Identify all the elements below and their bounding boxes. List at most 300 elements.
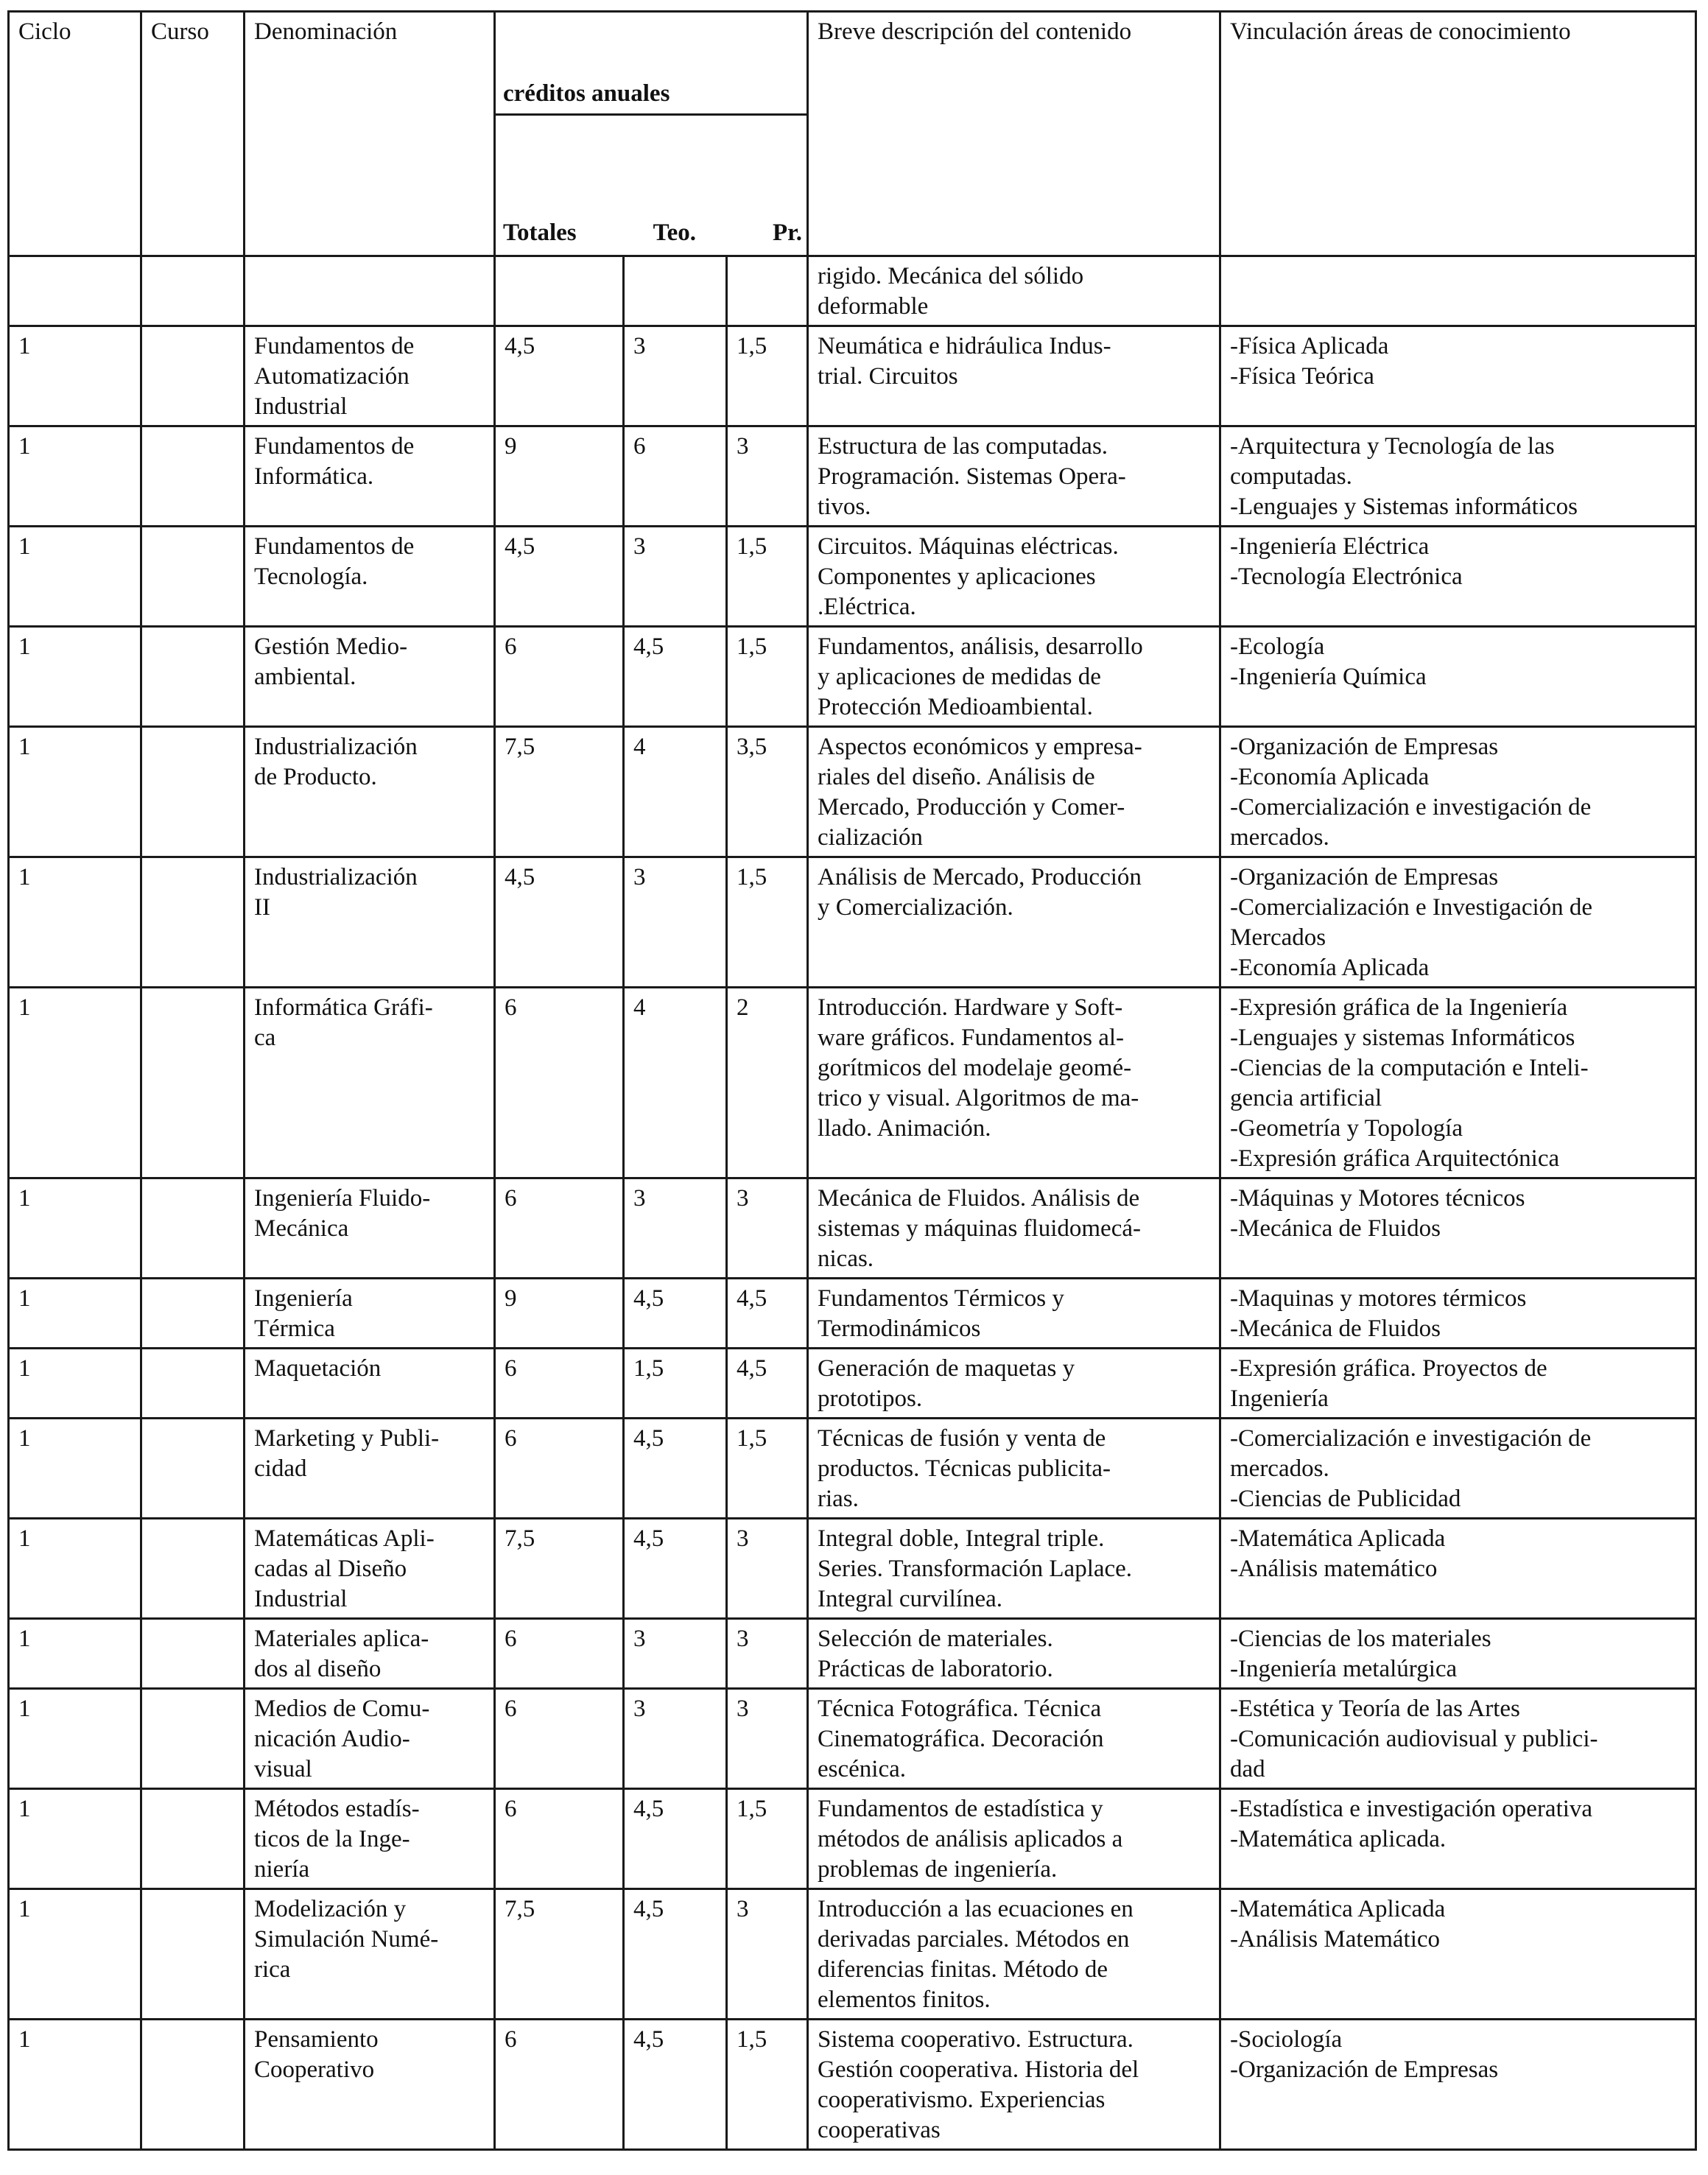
cell-denominacion xyxy=(245,627,495,727)
desc-line: gorítmicos del modelaje geomé- xyxy=(818,1055,1132,1081)
desc-line: prototipos. xyxy=(818,1385,923,1412)
cell-totales: 6 xyxy=(495,1689,624,1789)
cell-teo: 4,5 xyxy=(624,1519,727,1619)
denom-line: cadas al Diseño xyxy=(254,1556,407,1582)
cell-totales: 6 xyxy=(495,1789,624,1889)
area-line: -Organización de Empresas xyxy=(1230,734,1499,760)
cell-pr: 3 xyxy=(727,1619,808,1689)
cell-totales: 4,5 xyxy=(495,857,624,988)
cell-curso xyxy=(141,1889,245,2020)
table-row xyxy=(9,1519,1696,1619)
area-line: Mercados xyxy=(1230,924,1326,951)
cell-ciclo: 1 xyxy=(9,1178,141,1279)
table-row xyxy=(9,1419,1696,1519)
cell-pr: 3,5 xyxy=(727,727,808,857)
table-row xyxy=(9,1178,1696,1279)
area-line: -Lenguajes y sistemas Informáticos xyxy=(1230,1025,1575,1051)
denom-line: niería xyxy=(254,1856,310,1883)
denom-line: Industrial xyxy=(254,393,348,420)
cell-areas xyxy=(1220,1519,1696,1619)
denom-line: Automatización xyxy=(254,363,410,390)
cell-denominacion xyxy=(245,1519,495,1619)
cell-denominacion xyxy=(245,1789,495,1889)
area-line: -Mecánica de Fluidos xyxy=(1230,1315,1441,1342)
denom-line: Industrialización xyxy=(254,734,418,760)
cell-denominacion xyxy=(245,1619,495,1689)
area-line: -Organización de Empresas xyxy=(1230,2056,1499,2083)
cell-pr: 1,5 xyxy=(727,2020,808,2150)
table-row xyxy=(9,1889,1696,2020)
cell-curso xyxy=(141,426,245,527)
cell-totales: 6 xyxy=(495,1619,624,1689)
cell-denominacion xyxy=(245,1349,495,1419)
cell-curso xyxy=(141,1349,245,1419)
area-line: -Maquinas y motores térmicos xyxy=(1230,1285,1527,1312)
table-row xyxy=(9,1689,1696,1789)
area-line: mercados. xyxy=(1230,824,1329,851)
cell-totales: 7,5 xyxy=(495,1889,624,2020)
denom-line: de Producto. xyxy=(254,764,377,790)
header-totales: Totales xyxy=(503,219,577,246)
cell-teo: 3 xyxy=(624,1619,727,1689)
cell-descripcion xyxy=(808,1178,1220,1279)
area-line: computadas. xyxy=(1230,463,1352,490)
cell-descripcion xyxy=(808,1519,1220,1619)
cell-teo: 4,5 xyxy=(624,1789,727,1889)
denom-line: Ingeniería xyxy=(254,1285,353,1312)
area-line: -Comercialización e investigación de xyxy=(1230,1425,1592,1452)
cell-descripcion xyxy=(808,527,1220,627)
cell-descripcion xyxy=(808,426,1220,527)
cell-areas xyxy=(1220,727,1696,857)
denom-line: Materiales aplica- xyxy=(254,1626,429,1652)
desc-line: Componentes y aplicaciones xyxy=(818,563,1096,590)
table-row xyxy=(9,1349,1696,1419)
cell-denominacion xyxy=(245,857,495,988)
cell-totales: 9 xyxy=(495,1279,624,1349)
cell-curso xyxy=(141,627,245,727)
denom-line: Marketing y Publi- xyxy=(254,1425,440,1452)
cell-teo: 4,5 xyxy=(624,627,727,727)
desc-line: y Comercialización. xyxy=(818,894,1013,921)
cell-curso xyxy=(141,1789,245,1889)
desc-line: nicas. xyxy=(818,1245,874,1272)
cell-teo: 4,5 xyxy=(624,1279,727,1349)
cell-ciclo: 1 xyxy=(9,527,141,627)
denom-line: Térmica xyxy=(254,1315,335,1342)
curriculum-table xyxy=(7,10,1697,2151)
desc-line: productos. Técnicas publicita- xyxy=(818,1455,1111,1482)
cell-teo: 4,5 xyxy=(624,1889,727,2020)
denom-line: Gestión Medio- xyxy=(254,633,408,660)
desc-line: Circuitos. Máquinas eléctricas. xyxy=(818,533,1119,560)
cell-areas xyxy=(1220,988,1696,1178)
denom-line: II xyxy=(254,894,270,921)
cell-ciclo: 1 xyxy=(9,988,141,1178)
area-line: -Economía Aplicada xyxy=(1230,955,1430,981)
cell-totales: 6 xyxy=(495,627,624,727)
area-line: -Análisis matemático xyxy=(1230,1556,1438,1582)
area-line: -Comercialización e Investigación de xyxy=(1230,894,1593,921)
area-line: -Matemática aplicada. xyxy=(1230,1826,1447,1852)
denom-line: Industrialización xyxy=(254,864,418,890)
cell-descripcion xyxy=(808,1279,1220,1349)
table-row xyxy=(9,426,1696,527)
cell-areas xyxy=(1220,2020,1696,2150)
cell-denominacion xyxy=(245,1178,495,1279)
area-line: -Máquinas y Motores técnicos xyxy=(1230,1185,1525,1212)
cell-pr: 1,5 xyxy=(727,1419,808,1519)
desc-line: rias. xyxy=(818,1486,859,1512)
desc-line: Gestión cooperativa. Historia del xyxy=(818,2056,1139,2083)
cell-curso xyxy=(141,857,245,988)
cell-descripcion xyxy=(808,1889,1220,2020)
area-line: gencia artificial xyxy=(1230,1085,1382,1111)
denom-line: Modelización y xyxy=(254,1896,407,1922)
cell-denominacion xyxy=(245,426,495,527)
area-line: -Análisis Matemático xyxy=(1230,1926,1441,1953)
desc-line: deformable xyxy=(818,293,929,320)
cell-pr: 3 xyxy=(727,1689,808,1789)
cell-teo: 6 xyxy=(624,426,727,527)
desc-line: Prácticas de laboratorio. xyxy=(818,1656,1053,1682)
cell-pr: 4,5 xyxy=(727,1279,808,1349)
area-line: -Mecánica de Fluidos xyxy=(1230,1215,1441,1242)
cell-teo: 3 xyxy=(624,1689,727,1789)
cell-ciclo: 1 xyxy=(9,1619,141,1689)
denom-line: rica xyxy=(254,1956,291,1983)
cell-areas xyxy=(1220,1279,1696,1349)
area-line: -Ecología xyxy=(1230,633,1325,660)
area-line: -Física Aplicada xyxy=(1230,333,1389,359)
area-line: -Expresión gráfica de la Ingeniería xyxy=(1230,994,1568,1021)
cell-pr: 1,5 xyxy=(727,627,808,727)
desc-line: Análisis de Mercado, Producción xyxy=(818,864,1142,890)
cell-curso xyxy=(141,1689,245,1789)
header-pr: Pr. xyxy=(772,219,802,246)
table-row xyxy=(9,1619,1696,1689)
cell-descripcion xyxy=(808,1349,1220,1419)
area-line: -Lenguajes y Sistemas informáticos xyxy=(1230,493,1578,520)
denom-line: Matemáticas Apli- xyxy=(254,1525,435,1552)
cell-areas xyxy=(1220,426,1696,527)
cell-pr: 3 xyxy=(727,426,808,527)
area-line: -Ciencias de la computación e Inteli- xyxy=(1230,1055,1589,1081)
denom-line: Fundamentos de xyxy=(254,533,415,560)
area-line: -Ciencias de Publicidad xyxy=(1230,1486,1461,1512)
cell-pr: 1,5 xyxy=(727,857,808,988)
area-line: -Geometría y Topología xyxy=(1230,1115,1463,1142)
desc-line: Fundamentos, análisis, desarrollo xyxy=(818,633,1143,660)
cell-pr: 1,5 xyxy=(727,527,808,627)
area-line: Ingeniería xyxy=(1230,1385,1329,1412)
cell-denominacion xyxy=(245,1689,495,1789)
desc-line: trial. Circuitos xyxy=(818,363,958,390)
denom-line: Métodos estadís- xyxy=(254,1796,420,1822)
cell-descripcion xyxy=(808,1419,1220,1519)
area-line: -Ingeniería Eléctrica xyxy=(1230,533,1430,560)
area-line: -Comercialización e investigación de xyxy=(1230,794,1592,821)
desc-line: Termodinámicos xyxy=(818,1315,981,1342)
area-line: -Matemática Aplicada xyxy=(1230,1525,1446,1552)
cell-descripcion xyxy=(808,857,1220,988)
area-line: -Estadística e investigación operativa xyxy=(1230,1796,1593,1822)
cell-curso xyxy=(141,1178,245,1279)
desc-line: Introducción. Hardware y Soft- xyxy=(818,994,1123,1021)
cell-areas xyxy=(1220,627,1696,727)
cell-pr: 1,5 xyxy=(727,1789,808,1889)
continuation-descripcion xyxy=(808,256,1220,326)
cell-ciclo: 1 xyxy=(9,1279,141,1349)
cell-totales: 4,5 xyxy=(495,326,624,426)
cell-totales: 9 xyxy=(495,426,624,527)
area-line: -Economía Aplicada xyxy=(1230,764,1430,790)
desc-line: cooperativismo. Experiencias xyxy=(818,2087,1106,2113)
desc-line: métodos de análisis aplicados a xyxy=(818,1826,1123,1852)
desc-line: Mecánica de Fluidos. Análisis de xyxy=(818,1185,1140,1212)
denom-line: Maquetación xyxy=(254,1355,382,1382)
cell-descripcion xyxy=(808,1689,1220,1789)
cell-ciclo: 1 xyxy=(9,1419,141,1519)
area-line: -Estética y Teoría de las Artes xyxy=(1230,1696,1520,1722)
denom-line: ticos de la Inge- xyxy=(254,1826,410,1852)
cell-areas xyxy=(1220,1619,1696,1689)
area-line: -Ingeniería Química xyxy=(1230,664,1427,690)
header-areas: Vinculación áreas de conocimiento xyxy=(1220,12,1696,256)
cell-descripcion xyxy=(808,326,1220,426)
desc-line: Aspectos económicos y empresa- xyxy=(818,734,1142,760)
cell-denominacion xyxy=(245,1889,495,2020)
area-line: -Física Teórica xyxy=(1230,363,1374,390)
cell-teo: 3 xyxy=(624,1178,727,1279)
cell-descripcion xyxy=(808,988,1220,1178)
cell-totales: 6 xyxy=(495,988,624,1178)
cell-denominacion xyxy=(245,1279,495,1349)
cell-denominacion xyxy=(245,727,495,857)
cell-pr: 1,5 xyxy=(727,326,808,426)
denom-line: Fundamentos de xyxy=(254,433,415,460)
desc-line: Integral curvilínea. xyxy=(818,1586,1003,1612)
table-row xyxy=(9,627,1696,727)
header-creditos xyxy=(495,12,808,256)
header-row xyxy=(9,12,1696,256)
desc-line: Protección Medioambiental. xyxy=(818,694,1093,720)
area-line: mercados. xyxy=(1230,1455,1329,1482)
cell-curso xyxy=(141,1519,245,1619)
cell-areas xyxy=(1220,1789,1696,1889)
cell-ciclo: 1 xyxy=(9,426,141,527)
desc-line: diferencias finitas. Método de xyxy=(818,1956,1108,1983)
desc-line: cooperativas xyxy=(818,2117,941,2143)
cell-ciclo: 1 xyxy=(9,1789,141,1889)
cell-curso xyxy=(141,527,245,627)
cell-curso xyxy=(141,727,245,857)
desc-line: problemas de ingeniería. xyxy=(818,1856,1058,1883)
cell-areas xyxy=(1220,326,1696,426)
area-line: -Tecnología Electrónica xyxy=(1230,563,1463,590)
cell-totales: 6 xyxy=(495,1178,624,1279)
cell-descripcion xyxy=(808,1619,1220,1689)
desc-line: Sistema cooperativo. Estructura. xyxy=(818,2026,1134,2053)
cell-totales: 6 xyxy=(495,1349,624,1419)
area-line: -Organización de Empresas xyxy=(1230,864,1499,890)
desc-line: Fundamentos de estadística y xyxy=(818,1796,1103,1822)
desc-line: elementos finitos. xyxy=(818,1986,991,2013)
cell-pr: 3 xyxy=(727,1519,808,1619)
area-line: -Sociología xyxy=(1230,2026,1343,2053)
cell-pr: 3 xyxy=(727,1889,808,2020)
cell-ciclo: 1 xyxy=(9,727,141,857)
desc-line: Programación. Sistemas Opera- xyxy=(818,463,1126,490)
denom-line: Pensamiento xyxy=(254,2026,379,2053)
cell-denominacion xyxy=(245,527,495,627)
desc-line: derivadas parciales. Métodos en xyxy=(818,1926,1130,1953)
cell-descripcion xyxy=(808,627,1220,727)
cell-teo: 3 xyxy=(624,326,727,426)
desc-line: Introducción a las ecuaciones en xyxy=(818,1896,1134,1922)
table-row xyxy=(9,527,1696,627)
denom-line: visual xyxy=(254,1756,312,1782)
desc-line: escénica. xyxy=(818,1756,906,1782)
cell-areas xyxy=(1220,1349,1696,1419)
area-line: dad xyxy=(1230,1756,1265,1782)
desc-line: Generación de maquetas y xyxy=(818,1355,1075,1382)
table-row xyxy=(9,326,1696,426)
desc-line: cialización xyxy=(818,824,923,851)
cell-teo: 4,5 xyxy=(624,2020,727,2150)
cell-totales: 6 xyxy=(495,2020,624,2150)
denom-line: Informática. xyxy=(254,463,374,490)
denom-line: Tecnología. xyxy=(254,563,368,590)
denom-line: Informática Gráfi- xyxy=(254,994,433,1021)
desc-line: Neumática e hidráulica Indus- xyxy=(818,333,1111,359)
header-teo: Teo. xyxy=(653,219,696,246)
cell-ciclo: 1 xyxy=(9,1889,141,2020)
desc-line: tivos. xyxy=(818,493,871,520)
denom-line: Cooperativo xyxy=(254,2056,375,2083)
cell-areas xyxy=(1220,1419,1696,1519)
cell-totales: 7,5 xyxy=(495,1519,624,1619)
denom-line: dos al diseño xyxy=(254,1656,382,1682)
denom-line: nicación Audio- xyxy=(254,1726,410,1752)
cell-areas xyxy=(1220,857,1696,988)
desc-line: Integral doble, Integral triple. xyxy=(818,1525,1105,1552)
desc-line: Cinematográfica. Decoración xyxy=(818,1726,1104,1752)
cell-areas xyxy=(1220,1889,1696,2020)
desc-line: trico y visual. Algoritmos de ma- xyxy=(818,1085,1139,1111)
table-row xyxy=(9,857,1696,988)
desc-line: Series. Transformación Laplace. xyxy=(818,1556,1133,1582)
header-descripcion: Breve descripción del contenido xyxy=(808,12,1220,256)
denom-line: ambiental. xyxy=(254,664,356,690)
header-denominacion: Denominación xyxy=(245,12,495,256)
table-row xyxy=(9,2020,1696,2150)
desc-line: Técnicas de fusión y venta de xyxy=(818,1425,1106,1452)
desc-line: Técnica Fotográfica. Técnica xyxy=(818,1696,1102,1722)
cell-totales: 7,5 xyxy=(495,727,624,857)
cell-curso xyxy=(141,988,245,1178)
denom-line: Medios de Comu- xyxy=(254,1696,430,1722)
area-line: -Arquitectura y Tecnología de las xyxy=(1230,433,1555,460)
cell-ciclo: 1 xyxy=(9,1689,141,1789)
denom-line: Ingeniería Fluido- xyxy=(254,1185,431,1212)
desc-line: Selección de materiales. xyxy=(818,1626,1053,1652)
cell-ciclo: 1 xyxy=(9,1519,141,1619)
cell-totales: 6 xyxy=(495,1419,624,1519)
denom-line: Industrial xyxy=(254,1586,348,1612)
cell-areas xyxy=(1220,527,1696,627)
cell-curso xyxy=(141,1619,245,1689)
area-line: -Expresión gráfica Arquitectónica xyxy=(1230,1145,1560,1172)
denom-line: Mecánica xyxy=(254,1215,349,1242)
table-row xyxy=(9,988,1696,1178)
desc-line: y aplicaciones de medidas de xyxy=(818,664,1101,690)
cell-descripcion xyxy=(808,727,1220,857)
cell-denominacion xyxy=(245,988,495,1178)
cell-teo: 4 xyxy=(624,988,727,1178)
cell-curso xyxy=(141,1419,245,1519)
desc-line: ware gráficos. Fundamentos al- xyxy=(818,1025,1125,1051)
cell-descripcion xyxy=(808,1789,1220,1889)
desc-line: llado. Animación. xyxy=(818,1115,991,1142)
header-curso: Curso xyxy=(141,12,245,256)
cell-teo: 4,5 xyxy=(624,1419,727,1519)
cell-totales: 4,5 xyxy=(495,527,624,627)
cell-curso xyxy=(141,326,245,426)
area-line: -Expresión gráfica. Proyectos de xyxy=(1230,1355,1547,1382)
cell-denominacion xyxy=(245,2020,495,2150)
cell-curso xyxy=(141,1279,245,1349)
denom-line: Simulación Numé- xyxy=(254,1926,439,1953)
cell-teo: 3 xyxy=(624,857,727,988)
cell-pr: 2 xyxy=(727,988,808,1178)
denom-line: Fundamentos de xyxy=(254,333,415,359)
continuation-row xyxy=(9,256,1696,326)
table-row xyxy=(9,727,1696,857)
cell-teo: 4 xyxy=(624,727,727,857)
area-line: -Ciencias de los materiales xyxy=(1230,1626,1491,1652)
desc-line: Fundamentos Térmicos y xyxy=(818,1285,1064,1312)
cell-curso xyxy=(141,2020,245,2150)
area-line: -Matemática Aplicada xyxy=(1230,1896,1446,1922)
header-ciclo: Ciclo xyxy=(9,12,141,256)
cell-areas xyxy=(1220,1689,1696,1789)
cell-areas xyxy=(1220,1178,1696,1279)
cell-pr: 4,5 xyxy=(727,1349,808,1419)
desc-line: sistemas y máquinas fluidomecá- xyxy=(818,1215,1141,1242)
desc-line: Mercado, Producción y Comer- xyxy=(818,794,1125,821)
header-creditos-anuales: créditos anuales xyxy=(496,79,806,116)
table-body xyxy=(9,256,1696,2150)
area-line: -Comunicación audiovisual y publici- xyxy=(1230,1726,1598,1752)
cell-ciclo: 1 xyxy=(9,2020,141,2150)
desc-line: Estructura de las computadas. xyxy=(818,433,1108,460)
desc-line: .Eléctrica. xyxy=(818,594,916,620)
cell-ciclo: 1 xyxy=(9,627,141,727)
table-row xyxy=(9,1279,1696,1349)
cell-ciclo: 1 xyxy=(9,1349,141,1419)
cell-denominacion xyxy=(245,1419,495,1519)
cell-teo: 1,5 xyxy=(624,1349,727,1419)
cell-pr: 3 xyxy=(727,1178,808,1279)
cell-ciclo: 1 xyxy=(9,857,141,988)
denom-line: cidad xyxy=(254,1455,307,1482)
cell-teo: 3 xyxy=(624,527,727,627)
table-row xyxy=(9,1789,1696,1889)
cell-denominacion xyxy=(245,326,495,426)
denom-line: ca xyxy=(254,1025,276,1051)
cell-ciclo: 1 xyxy=(9,326,141,426)
